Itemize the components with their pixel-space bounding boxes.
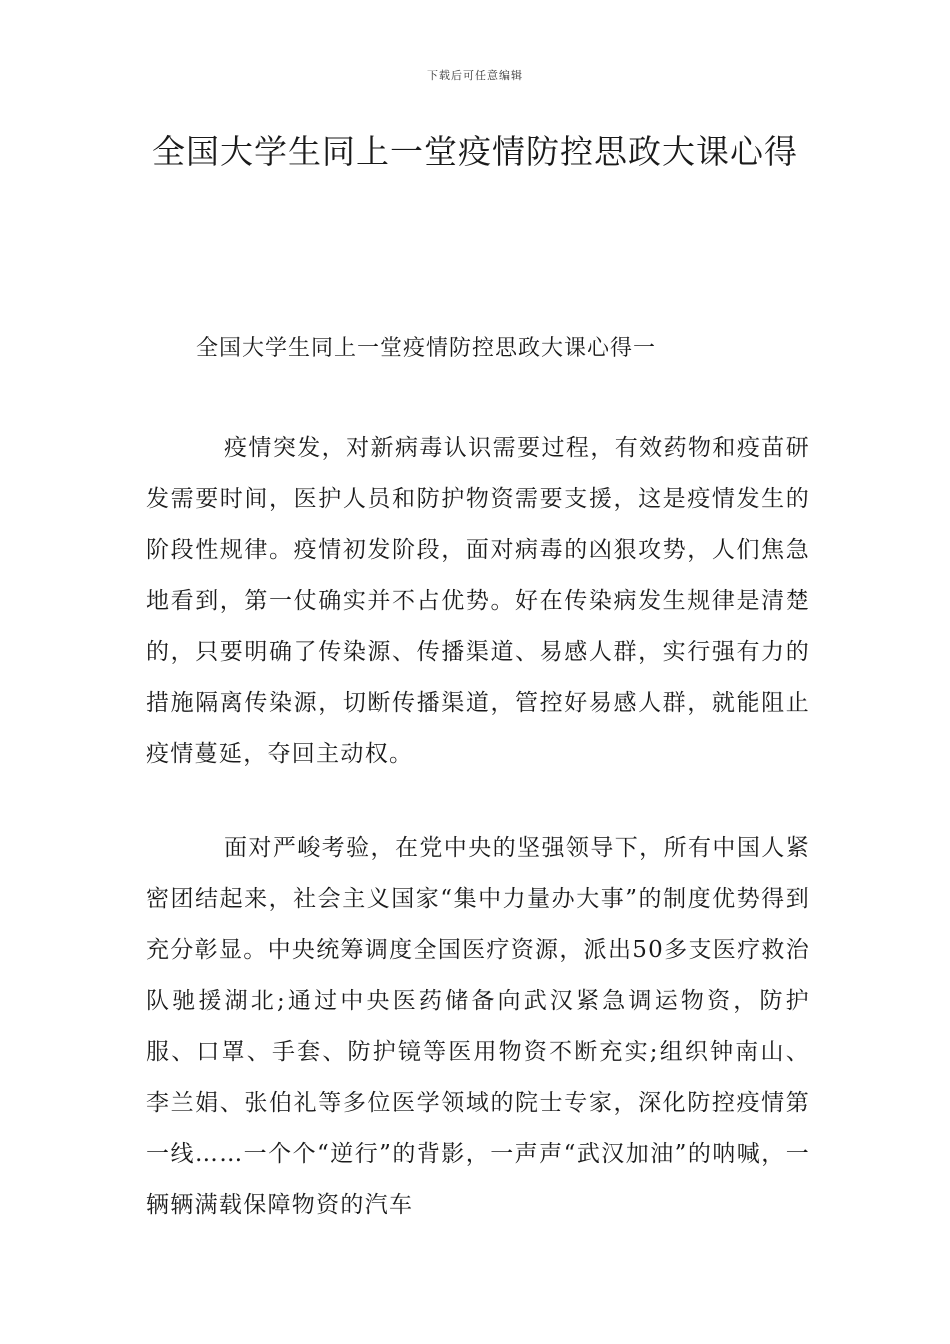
body-paragraph: 疫情突发，对新病毒认识需要过程，有效药物和疫苗研发需要时间，医护人员和防护物资需要支援，这是疫情发生的阶段性规律。疫情初发阶段，面对病毒的凶狠攻势，人们焦急地看到，第一仗确实并不占优势。好在传染病发生规律是清楚的，只要明确了传染源、传播渠道、易感人群，实行强有力的措施隔离传染源，切断传播渠道，管控好易感人群，就能阻止疫情蔓延，夺回主动权。 [146,435,810,767]
header-note: 下载后可任意编辑 [427,69,523,82]
section-subtitle: 全国大学生同上一堂疫情防控思政大课心得一 [196,336,657,361]
document-title: 全国大学生同上一堂疫情防控思政大课心得 [152,132,798,171]
body-paragraph: 面对严峻考验，在党中央的坚强领导下，所有中国人紧密团结起来，社会主义国家“集中力量办大事”的制度优势得到充分彰显。中央统筹调度全国医疗资源，派出50多支医疗救治队驰援湖北;通过中央医药储备向武汉紧急调运物资，防护服、口罩、手套、防护镜等医用物资不断充实;组织钟南山、李兰娟、张伯礼等多位医学领域的院士专家，深化防控疫情第一线……一个个“逆行”的背影，一声声“武汉加油”的呐喊，一辆辆满载保障物资的汽车 [146,835,810,1218]
